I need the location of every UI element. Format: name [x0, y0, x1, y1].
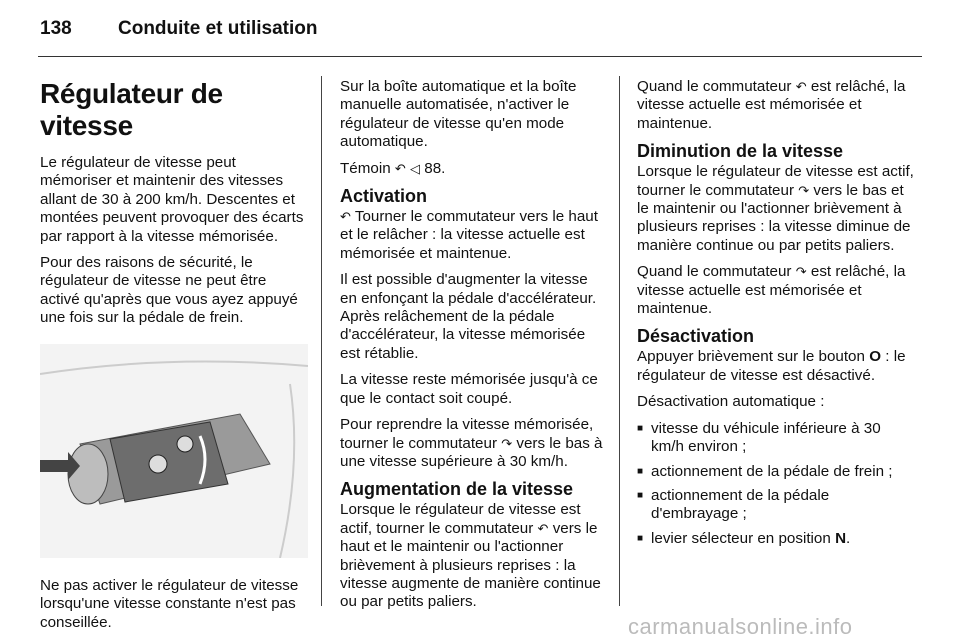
page-header [0, 0, 960, 48]
deactivation-heading: Désactivation [637, 326, 755, 347]
gear-position-n: N [835, 529, 847, 547]
header-rule [38, 56, 922, 57]
cruise-control-stalk-illustration [40, 344, 308, 558]
speed-decrease-paragraph-2: Quand le commutateur ↷ est relâché, la vitesse actuelle est mémorisée et maintenue. [637, 263, 906, 318]
column-1 [40, 78, 308, 640]
automatic-gearbox-paragraph: Sur la boîte automatique et la boîte manuelle automatisée, n'activer le régulateur de vitesse qu'en mode automatique. [340, 78, 577, 151]
activation-heading: Activation [340, 186, 428, 207]
indicator-reference: Témoin ↶ ◁ 88. [340, 159, 446, 177]
column-3 [637, 78, 915, 554]
list-item: ■ actionnement de la pédale de frein ; [637, 463, 915, 481]
cruise-up-icon: ↶ [340, 209, 351, 225]
activation-paragraph-2: Il est possible d'augmenter la vitesse en enfonçant la pédale d'accélérateur. Après relâchement de la pédale d'accélérateur, la vitesse mémorisée est rétablie. [340, 271, 597, 362]
cruise-control-icon: ↶ [394, 160, 406, 176]
cruise-up-icon: ↶ [537, 520, 549, 536]
page-number: 138 [40, 18, 72, 39]
column-divider-2 [619, 76, 620, 606]
activation-paragraph-1: ↶ Tourner le commutateur vers le haut et le relâcher : la vitesse actuelle est mémorisée et maintenue. [340, 208, 598, 262]
cruise-down-icon: ↷ [798, 182, 810, 198]
auto-deactivation-label: Désactivation automatique : [637, 393, 825, 411]
activation-paragraph-3: La vitesse reste mémorisée jusqu'à ce que le contact soit coupé. [340, 371, 598, 407]
chapter-title: Régulateur de vitesse [40, 78, 223, 141]
watermark: carmanualsonline.info [628, 614, 853, 639]
auto-deactivation-list [637, 420, 915, 548]
list-item: ■ vitesse du véhicule inférieure à 30 km/h environ ; [637, 420, 915, 457]
speed-decrease-paragraph-1: Lorsque le régulateur de vitesse est actif, tourner le commutateur ↷ vers le bas et le maintenir ou l'actionner brièvement à plusieurs reprises : la vitesse diminue de manière continue ou par petits paliers. [637, 163, 914, 254]
list-item: ■ levier sélecteur en position N. [637, 530, 915, 548]
cruise-down-icon: ↷ [501, 435, 513, 451]
off-button-icon: O [869, 348, 882, 366]
speed-increase-paragraph: Lorsque le régulateur de vitesse est actif, tourner le commutateur ↶ vers le haut et le maintenir ou l'actionner brièvement à plusieurs reprises : la vitesse augmente de manière continue ou par petits paliers. [340, 501, 601, 611]
release-paragraph: Quand le commutateur ↶ est relâché, la vitesse actuelle est mémorisée et maintenue. [637, 78, 906, 132]
deactivation-paragraph-1: Appuyer brièvement sur le bouton O : le régulateur de vitesse est désactivé. [637, 348, 906, 384]
safety-paragraph: Pour des raisons de sécurité, le régulateur de vitesse ne peut être activé qu'après que vous ayez appuyé une fois sur la pédale de frein. [40, 254, 298, 327]
column-2 [340, 78, 608, 620]
warning-paragraph: Ne pas activer le régulateur de vitesse lorsqu'une vitesse constante n'est pas conseillée. [40, 577, 299, 631]
speed-decrease-heading: Diminution de la vitesse [637, 141, 844, 162]
intro-paragraph: Le régulateur de vitesse peut mémoriser et maintenir des vitesses allant de 30 à 200 km/h. Descentes et montées peuvent provoquer des écarts par rapport à la vitesse mémorisée. [40, 154, 304, 245]
activation-paragraph-4: Pour reprendre la vitesse mémorisée, tourner le commutateur ↷ vers le bas à une vitesse supérieure à 30 km/h. [340, 416, 603, 470]
list-item: ■ actionnement de la pédale d'embrayage ; [637, 487, 915, 524]
speed-increase-heading: Augmentation de la vitesse [340, 479, 574, 500]
cruise-up-icon: ↶ [795, 79, 807, 94]
section-title: Conduite et utilisation [118, 18, 318, 39]
cruise-down-icon: ↷ [795, 264, 807, 280]
column-divider-1 [321, 76, 322, 606]
page-reference-arrow-icon: ◁ [410, 160, 421, 176]
